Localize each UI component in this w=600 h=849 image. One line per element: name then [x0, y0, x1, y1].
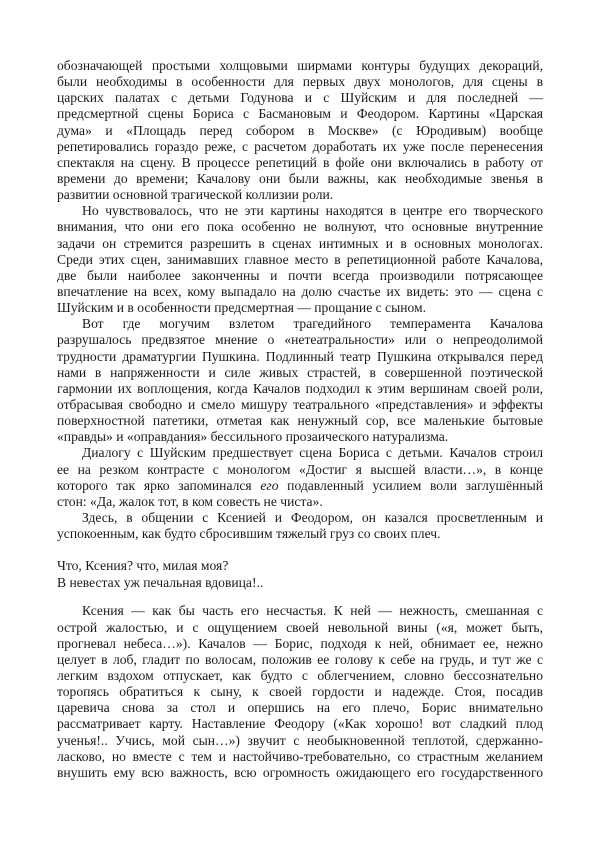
text-line: легким вздохом отпускает, как будто с облегчением, словно бессознательно [57, 668, 543, 683]
text-line: Ксения — как бы часть его несчастья. К ней — нежность, смешанная с [82, 603, 543, 619]
text-line: нами в напряженности и силе живых страстей, в совершенной поэтической [57, 364, 543, 380]
verse-line: В невестах уж печальная вдовица!.. [57, 574, 264, 590]
text-line: Вот где могучим взлетом трагедийного темперамента Качалова [82, 316, 543, 332]
text-line: времени до времени; Качалову они были важны, как необходимые звенья в [57, 170, 543, 186]
paragraph [57, 445, 543, 510]
text-line: Но чувствовалось, что не эти картины находятся в центре его творческого [82, 203, 543, 219]
text-line: успокоенным, как будто сбросившим тяжелый груз со своих плеч. [57, 526, 441, 542]
text-line: предсмертной сцены Бориса с Басмановым и Феодором. Картины «Царская [57, 106, 543, 122]
text-line: Шуйским и в особенности предсмертная — прощание с сыном. [57, 300, 427, 316]
paragraph [57, 203, 543, 316]
text-line: Диалогу с Шуйским предшествует сцена Бориса с детьми. Качалов строил [82, 445, 543, 461]
text-line: целует в лоб, гладит по волосам, положив ее голову к себе на грудь, и тут же с [57, 651, 543, 667]
text-line: стон: «Да, жалок тот, в ком совесть не чиста». [57, 493, 323, 509]
paragraph [57, 316, 543, 445]
text-line: Здесь, в общении с Ксенией и Феодором, он казался просветленным и [82, 509, 543, 525]
text-line: торопясь обратиться к сыну, к своей гордости и надежде. Стоя, посадив [57, 684, 543, 700]
text-line: «правды» и «оправдания» бессильного прозаического натурализма. [57, 429, 449, 445]
spacer [57, 591, 543, 604]
text-line: острой жалостью, и с ощущением своей невольной вины («я, может быть, [57, 619, 543, 635]
text-line [57, 478, 543, 494]
text-line: ученья!.. Учись, мой сын…») звучит с необыкновенной теплотой, сдержанно- [57, 732, 543, 748]
text-line: репетировались гораздо реже, с расчетом доработать их уже после перенесения [57, 138, 543, 154]
paragraph-kseniya [57, 603, 543, 781]
text-line: рассматривает карту. Наставление Феодору («Как хорошо! вот сладкий плод [57, 716, 543, 732]
text-line: две были наиболее законченны и почти всегда производили потрясающее [57, 267, 543, 283]
document-page [57, 58, 543, 781]
text-line: обозначающей простыми холщовыми ширмами контуры будущих декораций, [57, 58, 543, 73]
text-line: дума» и «Площадь перед собором в Москве» (с Юродивым) вообще [57, 122, 543, 138]
text-line: трудности драматургии Пушкина. Подлинный театр Пушкина открывался перед [57, 348, 543, 364]
text-line: развитии основной трагической коллизии роли. [57, 187, 334, 203]
spacer [57, 542, 543, 558]
text-line: внимания, что они его пока особенно не волнуют, что основные внутренние [57, 219, 543, 235]
verse-line: Что, Ксения? что, милая моя? [57, 558, 229, 574]
text-line: ласково, но вместе с тем и настойчиво-требовательно, со страстным желанием [57, 748, 543, 764]
text-line: ее на резком контрасте с монологом «Достиг я высшей власти…», в конце [57, 461, 543, 477]
text-line: были необходимы в особенности для первых двух монологов, для сцены в [57, 74, 543, 90]
text-line: Среди этих сцен, занимавших главное место в репетиционной работе Качалова, [57, 251, 543, 267]
text-line: поверхностной патетики, отметая как ненужный сор, все маленькие бытовые [57, 413, 543, 429]
text-line: впечатление на всех, кому выпадало на долю счастье их видеть: это — сцена с [57, 283, 543, 299]
text-line: отбрасывая свободно и смело мишуру театрального «представления» и эффекты [57, 396, 543, 412]
paragraph [57, 58, 543, 203]
text-line: спектакля на сцену. В процессе репетиций в фойе они включались в работу от [57, 154, 543, 170]
text-line: внушить ему всю важность, всю огромность ожидающего его государственного [57, 764, 543, 780]
body-text [57, 58, 543, 542]
text-line: царских палатах с детьми Годунова и с Шуйским и для последней — [57, 90, 543, 106]
text-span: которого так ярко запоминался [57, 477, 261, 493]
text-line: разрушалось предвзятое мнение о «нетеатральности» или о непреодолимой [57, 332, 543, 348]
text-line: царевича снова за стол и опершись на его плечо, Борис внимательно [57, 700, 543, 716]
text-span: подавленный усилием воли заглушённый [278, 477, 543, 493]
emphasis-text: его [260, 477, 279, 493]
text-line: гармонии их воплощения, когда Качалов подходил к этим вершинам своей роли, [57, 380, 543, 396]
text-line: прогневал небеса…»). Качалов — Борис, подходя к ней, обнимает ее, нежно [57, 635, 543, 651]
verse-quote [57, 558, 543, 590]
paragraph [57, 510, 543, 542]
text-line: задачи он стремится разрешить в сценах интимных и в основных монологах. [57, 235, 543, 251]
